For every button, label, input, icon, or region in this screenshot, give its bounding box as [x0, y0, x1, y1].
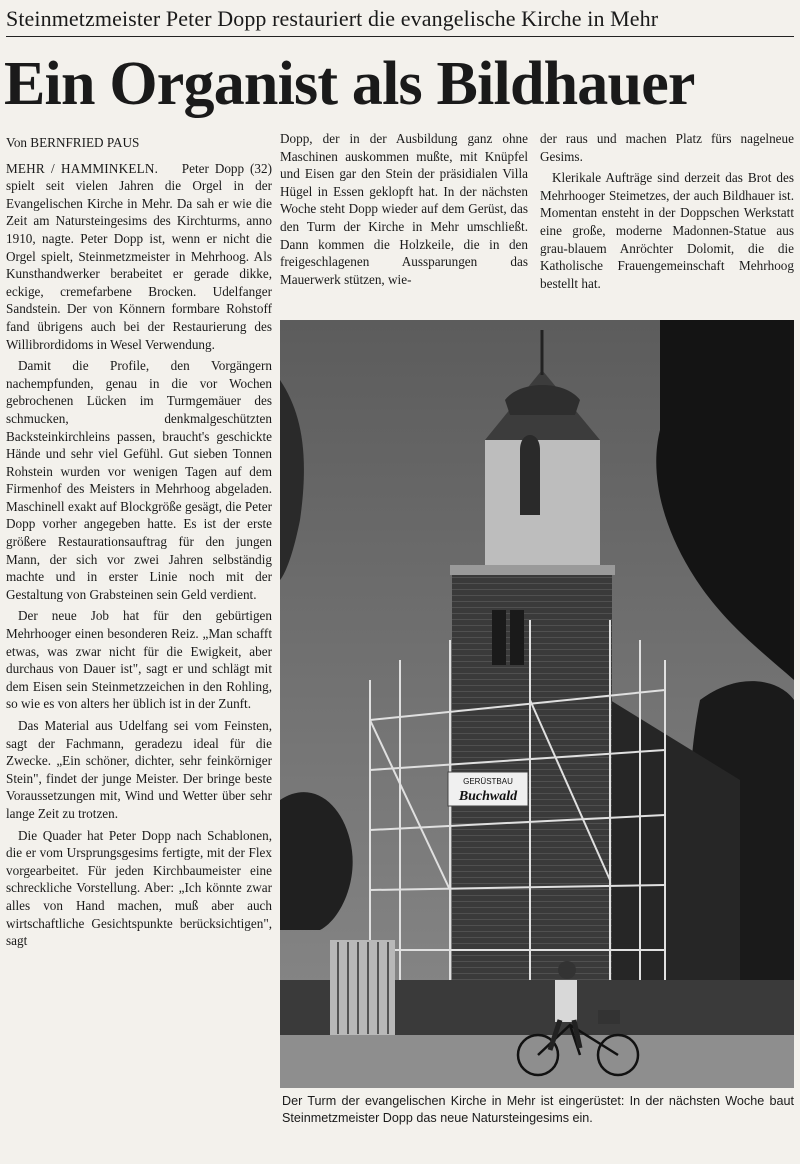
tower-window-left	[492, 610, 506, 665]
tower-window-right	[510, 610, 524, 665]
article-kicker: Steinmetzmeister Peter Dopp restauriert die evangelische Kirche in Mehr	[6, 6, 659, 31]
byline: Von BERNFRIED PAUS	[6, 135, 140, 150]
text-column-3	[540, 130, 794, 320]
photo-illustration	[280, 320, 794, 1088]
text-column-1	[6, 130, 272, 1160]
paragraph-5: Die Quader hat Peter Dopp nach Schablonen, die er vom Ursprungsgesims fertigte, mit der Flex vorgearbeitet. Für jeden Kirchbaumeister eine schreckliche Vorstellung. Aber: „Ich könnte zwar alles von Hand machen, muß aber auch wirtschaftliche Gesichtspunkte berücksichtigen", sagt	[6, 827, 272, 949]
paragraph-6-continued: der raus und machen Platz fürs nagelneue Gesims.	[540, 131, 794, 164]
paragraph-1	[6, 160, 272, 354]
paragraph-1-text: Peter Dopp (32) spielt seit vielen Jahren die Orgel in der Evangelischen Kirche in Mehr. Da sah er wie die Zeit am Natursteingesims des Kirchturms, anno 1910, nagte. Peter Dopp ist, wenn er nicht die Orgel spielt, Steinmetzmeister in Mehrhoog. Als Kunsthandwerker berabeitet er gerade dikke, eckige, cremefarbene Brocken. Udelfanger Sandstein. Der von Könnern formbare Rohstoff fand übrigens auch bei der Restaurierung des Willibrordidoms in Wesel Verwendung.	[6, 160, 272, 352]
paragraph-2: Damit die Profile, den Vorgängern nachempfunden, genau in die vor Wochen gebrochenen Lücken im Turmgemäuer des schmucken, denkmalgeschützten Backsteinkirchleins passen, braucht's geschickte Hände und sehr viel Gefühl. Gut sieben Tonnen Rohstein wurden vor wenigen Tagen auf dem Firmenhof des Meisters in Mehrhoog abgeladen. Maschinell exakt auf Blockgröße gesägt, die Peter Dopp vorher angegeben hatte. Es ist der erste größere Restaurationsauftrag für den jungen Mann, der sich vor zwei Jahren selbständig machte und in erster Linie noch mit der Gestaltung von Grabsteinen sein Geld verdient.	[6, 358, 272, 602]
belfry-window	[520, 435, 540, 515]
dateline: MEHR / HAMMINKELN.	[6, 160, 159, 176]
gate	[330, 940, 395, 1035]
sign-company-name: Buchwald	[458, 789, 518, 804]
road	[280, 1035, 794, 1088]
photo-caption: Der Turm der evangelischen Kirche in Mehr ist eingerüstet: In der nächsten Woche baut Steinmetzmeister Dopp das neue Natursteingesims ein.	[282, 1094, 794, 1125]
sign-company-type: GERÜSTBAU	[463, 777, 513, 786]
tower-cornice	[450, 565, 615, 575]
paragraph-7: Klerikale Aufträge sind derzeit das Brot des Mehrhooger Steimetzes, der auch Bildhauer ist. Momentan ensteht in der Doppschen Werkstatt eine große, moderne Madonnen-Statue aus grau-blauem Anröchter Dolomit, die die Katholische Frauengemeinschaft Mehrhoog bestellt hat.	[540, 170, 794, 291]
article-headline: Ein Organist als Bildhauer	[4, 50, 695, 118]
paragraph-3: Der neue Job hat für den gebürtigen Mehrhooger einen besonderen Reiz. „Man schafft etwas, was zwar nicht für die Ewigkeit, aber durchaus von Dauer ist", sagt er und schlägt mit dem Eisen sein Steinmetzzeichen in den Rohling, so wie es von alters her üblich ist in der Zunft.	[6, 608, 272, 712]
paragraph-4: Das Material aus Udelfang sei vom Feinsten, sagt der Fachmann, geradezu ideal für die Zwecke. „Ein schöner, dichter, sehr feinkörniger Stein", findet der junge Meister. Der bringe beste Voraussetzungen mit, Wind und Wetter über sehr lange Zeit zu trotzen.	[6, 718, 272, 821]
paragraph-6: Dopp, der in der Ausbildung ganz ohne Maschinen auskommen mußte, mit Knüpfel und Eisen gar den Stein der präsidialen Villa Hügel in Essen geklopft hat. In der nächsten Woche steht Dopp wieder auf dem Gerüst, das den Turm der Kirche in Mehr umschließt. Dann kommen die Holzkeile, die in den freigeschlagenen Aussparungen das Mauerwerk stützen, wie-	[280, 131, 528, 287]
belfry	[485, 440, 600, 570]
text-column-2	[280, 130, 528, 320]
church-tower-photo	[280, 320, 794, 1088]
kicker-rule	[6, 36, 794, 37]
